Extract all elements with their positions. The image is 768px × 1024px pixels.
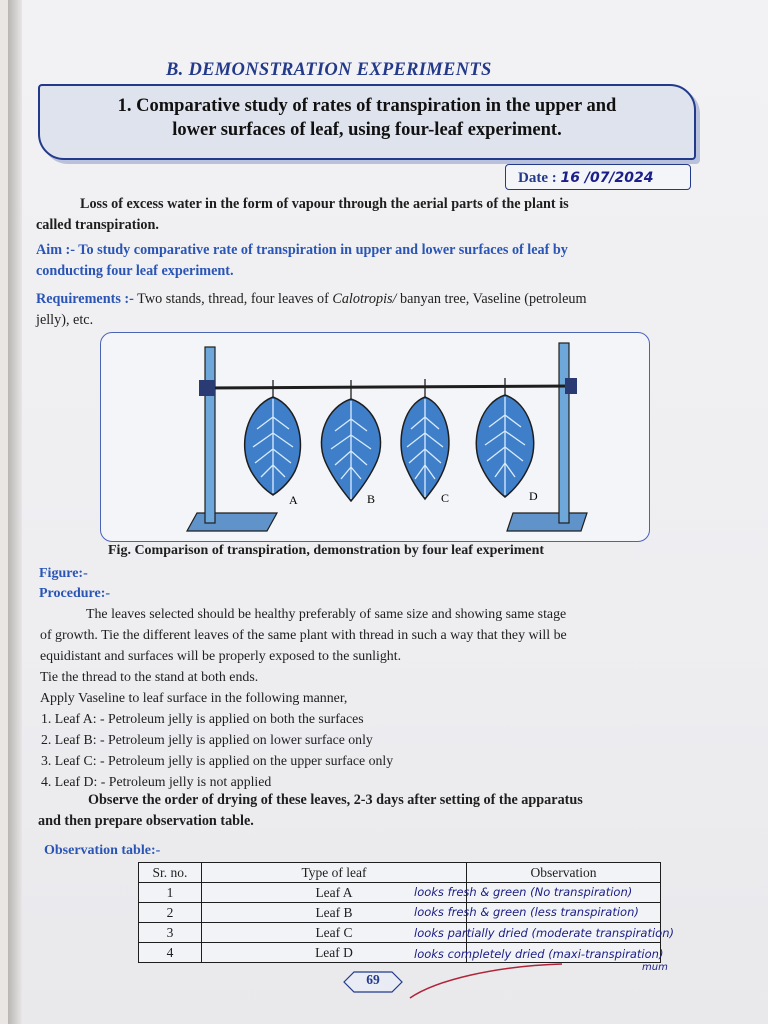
cell-leaf: Leaf B xyxy=(202,903,467,923)
definition xyxy=(36,194,712,236)
procedure-line3: equidistant and surfaces will be properly exposed to the sunlight. xyxy=(40,649,402,664)
requirements xyxy=(36,289,706,331)
textbook-page xyxy=(8,0,768,1024)
figure-frame xyxy=(100,332,650,542)
cell-leaf: Leaf C xyxy=(202,923,467,943)
experiment-title-box xyxy=(38,84,696,160)
requirements-text-b: banyan tree, Vaseline (petroleum xyxy=(396,291,587,307)
leaf-label-c: C xyxy=(441,491,450,505)
thread xyxy=(201,386,575,388)
header-type-of-leaf: Type of leaf xyxy=(202,863,467,883)
observation-handwritten-4: looks completely dried (maxi-transpiration) xyxy=(414,947,664,961)
observation-heading: Observation table:- xyxy=(44,843,161,858)
observe-line2: and then prepare observation table. xyxy=(38,813,254,829)
four-leaf-apparatus-diagram xyxy=(101,333,649,541)
aim-label: Aim :- xyxy=(36,242,76,258)
observation-handwritten-1: looks fresh & green (No transpiration) xyxy=(414,885,633,899)
leaf-label-a: A xyxy=(289,493,298,507)
date-value: 16 /07/2024 xyxy=(560,170,654,186)
observe-instruction xyxy=(38,790,718,832)
procedure-line1: The leaves selected should be healthy preferably of same size and showing same stage xyxy=(86,607,567,622)
cell-leaf: Leaf D xyxy=(202,943,467,963)
figure-caption: Fig. Comparison of transpiration, demonstration by four leaf experiment xyxy=(108,543,545,558)
date-box xyxy=(505,164,691,190)
observation-handwritten-2: looks fresh & green (less transpiration) xyxy=(414,905,639,919)
handwritten-check-mark xyxy=(406,958,566,1004)
leaf-label-b: B xyxy=(367,492,376,506)
leaf-label-d: D xyxy=(529,489,538,503)
table-header-row xyxy=(139,863,661,883)
page-binding-shadow xyxy=(8,0,22,1024)
aim-line2: conducting four leaf experiment. xyxy=(36,263,234,279)
requirements-label: Requirements :- xyxy=(36,291,134,307)
observe-line1: Observe the order of drying of these leaves, 2-3 days after setting of the apparatus xyxy=(88,792,583,808)
step-3: 3. Leaf C: - Petroleum jelly is applied on the upper surface only xyxy=(41,753,394,768)
left-clamp xyxy=(199,380,215,396)
steps-list xyxy=(41,708,393,792)
step-1: 1. Leaf A: - Petroleum jelly is applied on both the surfaces xyxy=(41,711,364,726)
right-stand-rod xyxy=(559,343,569,523)
right-stand-base xyxy=(507,513,587,531)
requirements-species: Calotropis/ xyxy=(332,291,397,307)
left-stand-base xyxy=(187,513,277,531)
leaf-d xyxy=(476,378,533,497)
section-title: B. DEMONSTRATION EXPERIMENTS xyxy=(166,60,492,80)
requirements-text-a: Two stands, thread, four leaves of xyxy=(133,291,333,307)
procedure-line4: Tie the thread to the stand at both ends. xyxy=(40,670,259,685)
leaf-a xyxy=(245,380,301,495)
figure-heading: Figure:- xyxy=(39,566,88,581)
aim-line1: To study comparative rate of transpiration in upper and lower surfaces of leaf by xyxy=(75,242,568,258)
experiment-title-line1: 1. Comparative study of rates of transpiration in the upper and xyxy=(117,96,617,116)
procedure-line2: of growth. Tie the different leaves of the same plant with thread in such a way that they will be xyxy=(40,628,567,643)
aim xyxy=(36,240,706,282)
cell-leaf: Leaf A xyxy=(202,883,467,903)
procedure-heading: Procedure:- xyxy=(39,586,111,601)
right-clamp xyxy=(565,378,577,394)
cell-sr: 4 xyxy=(139,943,202,963)
cell-sr: 3 xyxy=(139,923,202,943)
definition-line2: called transpiration. xyxy=(36,217,159,233)
procedure-line5: Apply Vaseline to leaf surface in the following manner, xyxy=(40,691,348,706)
cell-sr: 2 xyxy=(139,903,202,923)
date-label: Date : xyxy=(518,170,557,186)
left-stand-rod xyxy=(205,347,215,523)
handwritten-note: mum xyxy=(642,962,668,973)
requirements-line2: jelly), etc. xyxy=(36,312,94,328)
header-observation: Observation xyxy=(467,863,661,883)
procedure-text xyxy=(40,604,710,709)
page-number: 69 xyxy=(366,972,380,987)
observation-handwritten-3: looks partially dried (moderate transpiration) xyxy=(414,926,674,940)
cell-sr: 1 xyxy=(139,883,202,903)
header-sr-no: Sr. no. xyxy=(139,863,202,883)
experiment-title-line2: lower surfaces of leaf, using four-leaf experiment. xyxy=(172,120,562,140)
step-2: 2. Leaf B: - Petroleum jelly is applied on lower surface only xyxy=(41,732,373,747)
leaf-b xyxy=(321,380,380,501)
step-4: 4. Leaf D: - Petroleum jelly is not applied xyxy=(41,774,272,789)
definition-line1: Loss of excess water in the form of vapour through the aerial parts of the plant is xyxy=(80,196,569,212)
leaf-c xyxy=(401,379,449,499)
